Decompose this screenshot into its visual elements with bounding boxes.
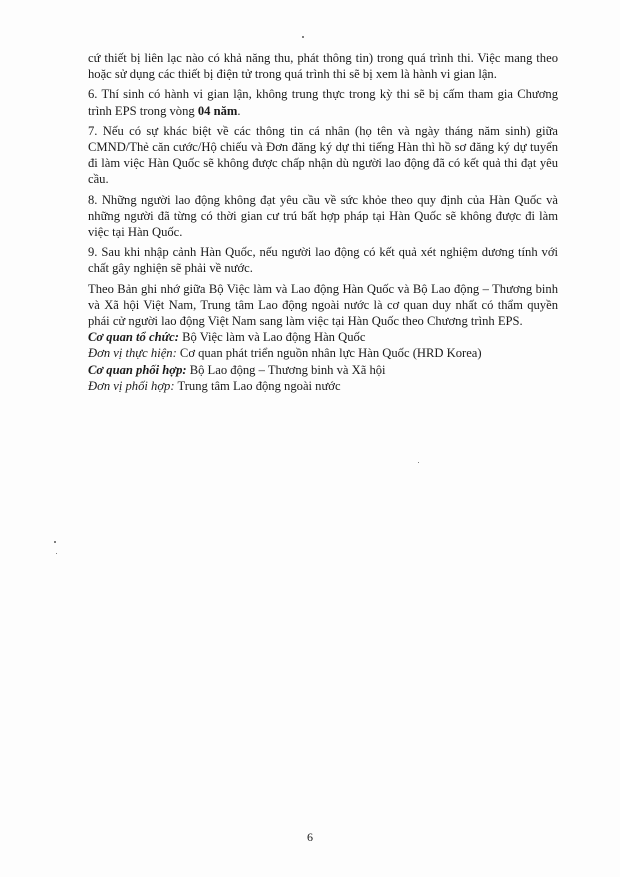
item-9: 9. Sau khi nhập cảnh Hàn Quốc, nếu người lao động có kết quả xét nghiệm dương tính với chất gây nghiện sẽ phải về nước. xyxy=(88,245,558,276)
item-6-text: 6. Thí sinh có hành vi gian lận, không trung thực trong kỳ thi sẽ bị cấm tham gia Chương trình EPS trong vòng xyxy=(88,87,558,118)
scan-speck xyxy=(54,541,56,543)
scan-speck xyxy=(418,462,419,463)
coordinating-unit-line xyxy=(88,378,558,394)
item-6-end: . xyxy=(237,103,241,118)
scan-speck xyxy=(302,36,304,38)
item-6 xyxy=(88,86,558,118)
organizer-line xyxy=(88,329,558,345)
implementer-label: Đơn vị thực hiện: xyxy=(88,346,177,361)
scan-speck xyxy=(56,553,57,554)
organizer-label: Cơ quan tổ chức: xyxy=(88,330,179,345)
implementer-value: Cơ quan phát triển nguồn nhân lực Hàn Quốc (HRD Korea) xyxy=(176,346,482,361)
continued-paragraph: cứ thiết bị liên lạc nào có khả năng thu, phát thông tin) trong quá trình thi. Việc mang theo hoặc sử dụng các thiết bị điện tử trong quá trình thi sẽ bị xem là hành vi gian lận. xyxy=(88,51,558,82)
coordinating-unit-label: Đơn vị phối hợp: xyxy=(88,378,175,393)
memo-paragraph: Theo Bản ghi nhớ giữa Bộ Việc làm và Lao động Hàn Quốc và Bộ Lao động – Thương binh và Xã hội Việt Nam, Trung tâm Lao động ngoài nước là cơ quan duy nhất có thẩm quyền phái cử người lao động Việt Nam sang làm việc tại Hàn Quốc theo Chương trình EPS. xyxy=(88,281,558,329)
item-8: 8. Những người lao động không đạt yêu cầu về sức khỏe theo quy định của Hàn Quốc và những người đã từng có thời gian cư trú bất hợp pháp tại Hàn Quốc sẽ không được đi làm việc tại Hàn Quốc. xyxy=(88,192,558,240)
coordinator-label: Cơ quan phối hợp: xyxy=(88,362,187,377)
ban-duration: 04 năm xyxy=(197,103,238,118)
page-number: 6 xyxy=(307,830,313,844)
coordinator-line xyxy=(88,362,558,378)
coordinating-unit-value: Trung tâm Lao động ngoài nước xyxy=(174,378,341,393)
implementer-line xyxy=(88,345,558,361)
document-body xyxy=(88,50,558,394)
coordinator-value: Bộ Lao động – Thương binh và Xã hội xyxy=(186,362,386,377)
organizer-value: Bộ Việc làm và Lao động Hàn Quốc xyxy=(178,330,366,345)
item-7: 7. Nếu có sự khác biệt về các thông tin cá nhân (họ tên và ngày tháng năm sinh) giữa CMND/Thẻ căn cước/Hộ chiếu và Đơn đăng ký dự thi tiếng Hàn thì hồ sơ đăng ký dự tuyển đi làm việc Hàn Quốc sẽ không được chấp nhận dù người lao động đã có kết quả thi đạt yêu cầu. xyxy=(88,123,558,187)
